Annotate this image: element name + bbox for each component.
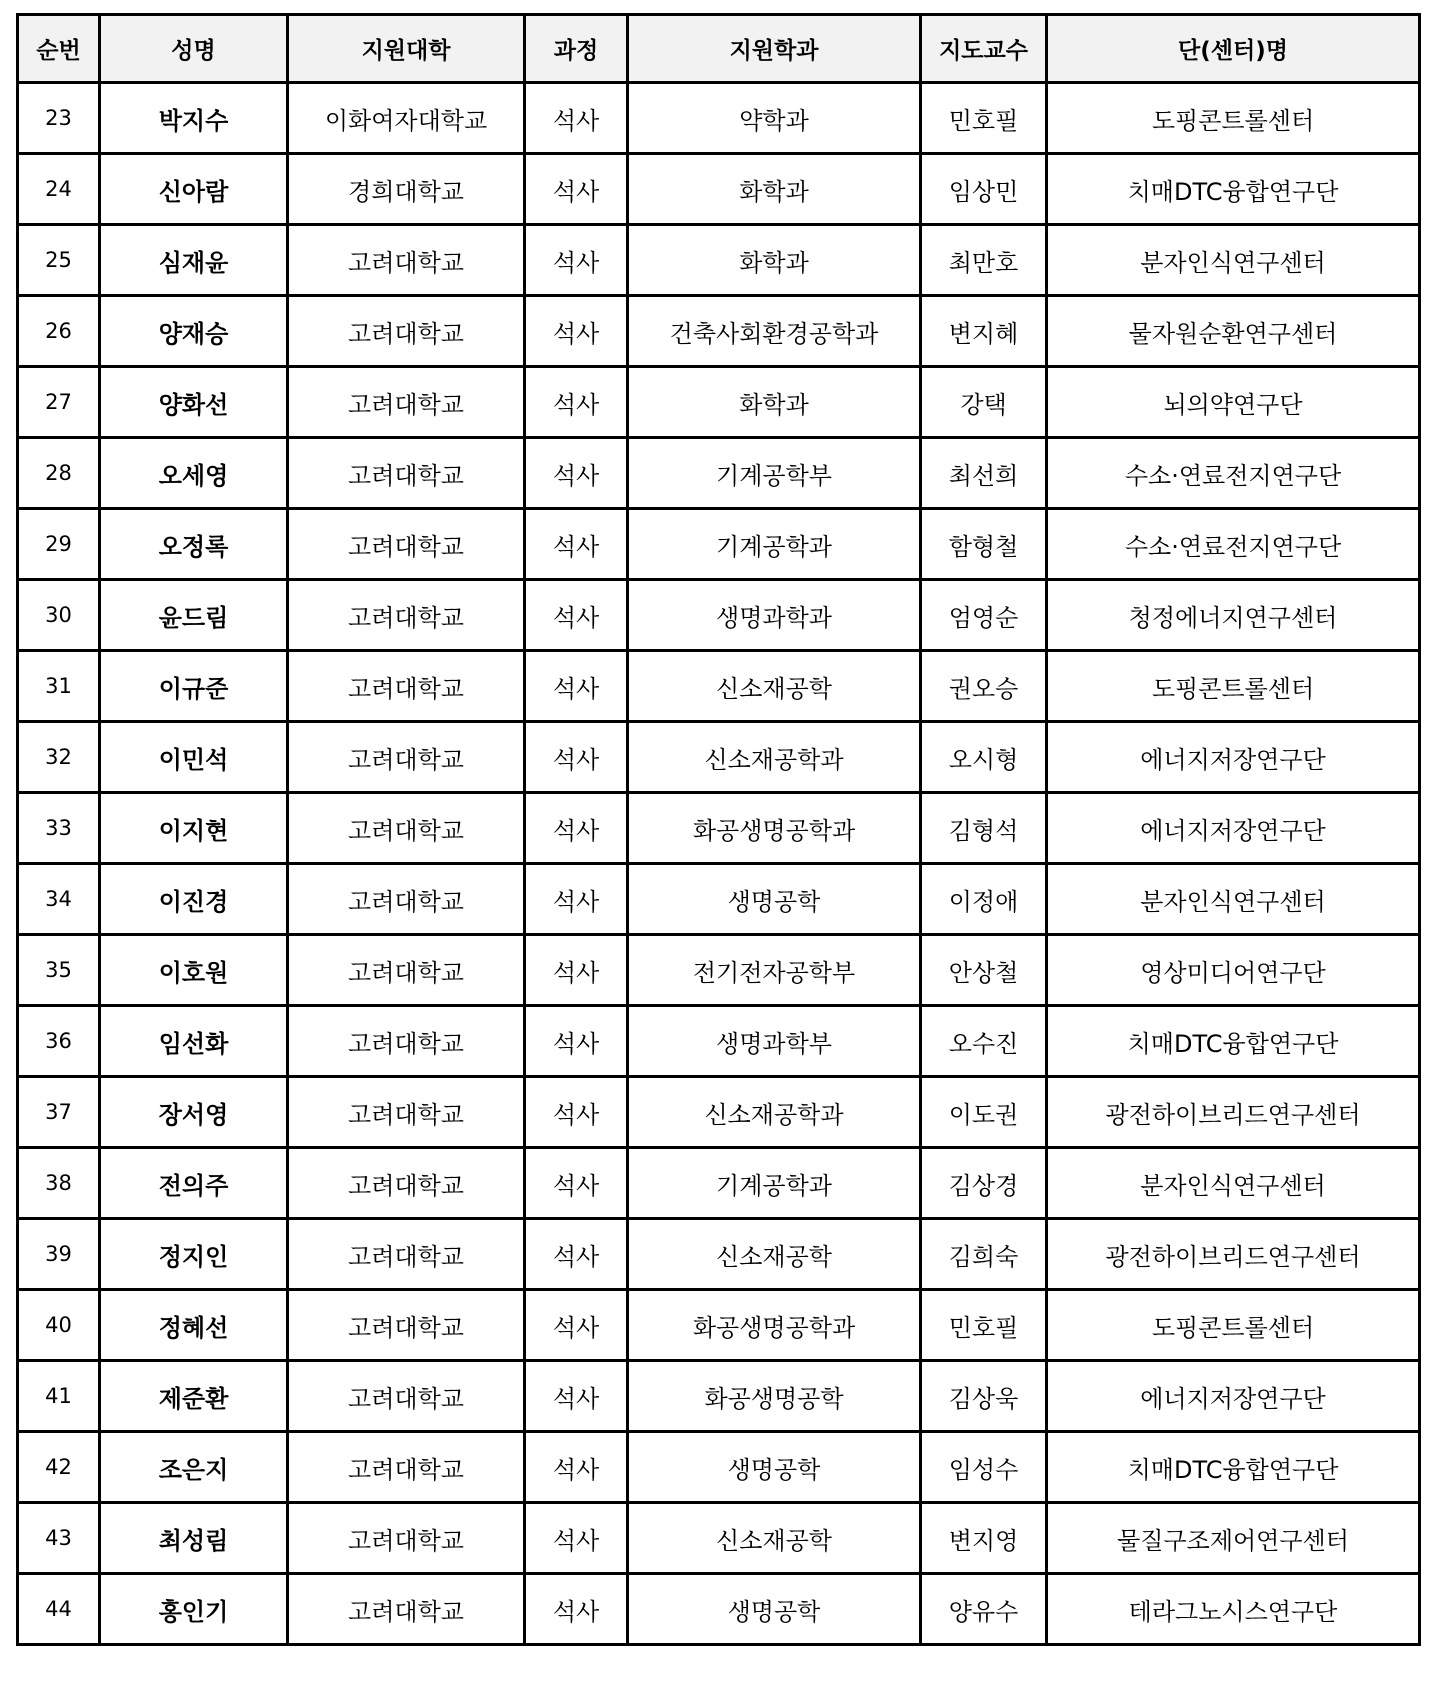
table-row: [18, 154, 1420, 225]
cell-name: 신아람: [100, 154, 288, 225]
cell-department: 약학과: [628, 83, 921, 154]
cell-name: 정혜선: [100, 1290, 288, 1361]
table-row: [18, 580, 1420, 651]
cell-name: 이민석: [100, 722, 288, 793]
cell-name: 최성림: [100, 1503, 288, 1574]
table-body: [18, 83, 1420, 1645]
cell-name: 임선화: [100, 1006, 288, 1077]
cell-university: 고려대학교: [288, 225, 525, 296]
cell-department: 화공생명공학과: [628, 793, 921, 864]
cell-center: 광전하이브리드연구센터: [1047, 1219, 1420, 1290]
cell-advisor: 권오승: [921, 651, 1047, 722]
cell-department: 신소재공학과: [628, 722, 921, 793]
cell-center: 청정에너지연구센터: [1047, 580, 1420, 651]
cell-no: 26: [18, 296, 100, 367]
header-cell-department: 지원학과: [628, 15, 921, 83]
cell-no: 40: [18, 1290, 100, 1361]
cell-course: 석사: [525, 1503, 628, 1574]
cell-no: 44: [18, 1574, 100, 1645]
cell-university: 고려대학교: [288, 935, 525, 1006]
cell-advisor: 오시형: [921, 722, 1047, 793]
cell-center: 뇌의약연구단: [1047, 367, 1420, 438]
cell-course: 석사: [525, 1148, 628, 1219]
cell-university: 고려대학교: [288, 367, 525, 438]
cell-no: 43: [18, 1503, 100, 1574]
cell-name: 양화선: [100, 367, 288, 438]
cell-name: 이지현: [100, 793, 288, 864]
cell-name: 오정록: [100, 509, 288, 580]
cell-course: 석사: [525, 935, 628, 1006]
cell-name: 심재윤: [100, 225, 288, 296]
cell-advisor: 변지영: [921, 1503, 1047, 1574]
cell-no: 23: [18, 83, 100, 154]
cell-course: 석사: [525, 1290, 628, 1361]
cell-department: 신소재공학: [628, 1219, 921, 1290]
cell-no: 32: [18, 722, 100, 793]
cell-name: 전의주: [100, 1148, 288, 1219]
table-row: [18, 1361, 1420, 1432]
cell-course: 석사: [525, 722, 628, 793]
cell-name: 이진경: [100, 864, 288, 935]
cell-no: 35: [18, 935, 100, 1006]
cell-course: 석사: [525, 83, 628, 154]
cell-university: 고려대학교: [288, 296, 525, 367]
cell-department: 건축사회환경공학과: [628, 296, 921, 367]
cell-center: 치매DTC융합연구단: [1047, 154, 1420, 225]
cell-department: 기계공학부: [628, 438, 921, 509]
cell-university: 고려대학교: [288, 1503, 525, 1574]
cell-university: 고려대학교: [288, 1574, 525, 1645]
cell-course: 석사: [525, 296, 628, 367]
cell-center: 물질구조제어연구센터: [1047, 1503, 1420, 1574]
cell-university: 고려대학교: [288, 1006, 525, 1077]
cell-advisor: 변지혜: [921, 296, 1047, 367]
cell-name: 조은지: [100, 1432, 288, 1503]
cell-center: 물자원순환연구센터: [1047, 296, 1420, 367]
cell-department: 신소재공학과: [628, 1077, 921, 1148]
cell-name: 윤드림: [100, 580, 288, 651]
cell-center: 치매DTC융합연구단: [1047, 1432, 1420, 1503]
cell-course: 석사: [525, 864, 628, 935]
cell-advisor: 엄영순: [921, 580, 1047, 651]
cell-course: 석사: [525, 793, 628, 864]
cell-no: 36: [18, 1006, 100, 1077]
cell-advisor: 민호필: [921, 1290, 1047, 1361]
cell-department: 생명공학: [628, 1432, 921, 1503]
header-row: [18, 15, 1420, 83]
cell-no: 30: [18, 580, 100, 651]
cell-no: 24: [18, 154, 100, 225]
cell-department: 신소재공학: [628, 651, 921, 722]
cell-department: 화학과: [628, 225, 921, 296]
cell-department: 화공생명공학: [628, 1361, 921, 1432]
cell-department: 화학과: [628, 367, 921, 438]
cell-center: 광전하이브리드연구센터: [1047, 1077, 1420, 1148]
cell-advisor: 최선희: [921, 438, 1047, 509]
table-row: [18, 1503, 1420, 1574]
cell-advisor: 임성수: [921, 1432, 1047, 1503]
cell-university: 경희대학교: [288, 154, 525, 225]
cell-department: 화공생명공학과: [628, 1290, 921, 1361]
cell-center: 분자인식연구센터: [1047, 225, 1420, 296]
cell-university: 고려대학교: [288, 1077, 525, 1148]
table-row: [18, 1290, 1420, 1361]
header-cell-center: 단(센터)명: [1047, 15, 1420, 83]
cell-university: 고려대학교: [288, 1219, 525, 1290]
roster-sheet: [16, 13, 1421, 1646]
cell-no: 29: [18, 509, 100, 580]
cell-university: 고려대학교: [288, 651, 525, 722]
cell-department: 기계공학과: [628, 1148, 921, 1219]
cell-university: 고려대학교: [288, 864, 525, 935]
table-row: [18, 1432, 1420, 1503]
cell-advisor: 함형철: [921, 509, 1047, 580]
cell-course: 석사: [525, 154, 628, 225]
table-row: [18, 1077, 1420, 1148]
table-row: [18, 1006, 1420, 1077]
cell-center: 분자인식연구센터: [1047, 864, 1420, 935]
table-row: [18, 651, 1420, 722]
cell-center: 에너지저장연구단: [1047, 1361, 1420, 1432]
cell-no: 34: [18, 864, 100, 935]
cell-center: 수소·연료전지연구단: [1047, 438, 1420, 509]
cell-course: 석사: [525, 1006, 628, 1077]
cell-name: 정지인: [100, 1219, 288, 1290]
cell-no: 25: [18, 225, 100, 296]
cell-name: 양재승: [100, 296, 288, 367]
cell-name: 이규준: [100, 651, 288, 722]
table-row: [18, 509, 1420, 580]
cell-course: 석사: [525, 1432, 628, 1503]
cell-center: 도핑콘트롤센터: [1047, 83, 1420, 154]
cell-university: 고려대학교: [288, 1432, 525, 1503]
table-row: [18, 864, 1420, 935]
cell-center: 도핑콘트롤센터: [1047, 1290, 1420, 1361]
table-row: [18, 1148, 1420, 1219]
table-row: [18, 367, 1420, 438]
header-cell-no: 순번: [18, 15, 100, 83]
cell-department: 생명공학: [628, 1574, 921, 1645]
cell-course: 석사: [525, 580, 628, 651]
cell-university: 고려대학교: [288, 722, 525, 793]
header-cell-name: 성명: [100, 15, 288, 83]
cell-course: 석사: [525, 509, 628, 580]
table-row: [18, 296, 1420, 367]
cell-advisor: 김형석: [921, 793, 1047, 864]
table-row: [18, 935, 1420, 1006]
cell-university: 고려대학교: [288, 1290, 525, 1361]
cell-name: 오세영: [100, 438, 288, 509]
cell-department: 전기전자공학부: [628, 935, 921, 1006]
cell-university: 고려대학교: [288, 1361, 525, 1432]
cell-course: 석사: [525, 1219, 628, 1290]
cell-department: 신소재공학: [628, 1503, 921, 1574]
cell-name: 장서영: [100, 1077, 288, 1148]
cell-advisor: 오수진: [921, 1006, 1047, 1077]
cell-course: 석사: [525, 1361, 628, 1432]
cell-advisor: 최만호: [921, 225, 1047, 296]
table-row: [18, 793, 1420, 864]
cell-university: 고려대학교: [288, 580, 525, 651]
cell-department: 생명과학과: [628, 580, 921, 651]
cell-course: 석사: [525, 367, 628, 438]
cell-department: 생명공학: [628, 864, 921, 935]
cell-course: 석사: [525, 651, 628, 722]
cell-course: 석사: [525, 1574, 628, 1645]
cell-no: 27: [18, 367, 100, 438]
cell-advisor: 민호필: [921, 83, 1047, 154]
cell-university: 고려대학교: [288, 793, 525, 864]
cell-no: 41: [18, 1361, 100, 1432]
cell-advisor: 김희숙: [921, 1219, 1047, 1290]
cell-no: 39: [18, 1219, 100, 1290]
cell-center: 수소·연료전지연구단: [1047, 509, 1420, 580]
cell-center: 영상미디어연구단: [1047, 935, 1420, 1006]
table-row: [18, 83, 1420, 154]
cell-no: 28: [18, 438, 100, 509]
cell-advisor: 안상철: [921, 935, 1047, 1006]
table-row: [18, 1219, 1420, 1290]
cell-advisor: 강택: [921, 367, 1047, 438]
cell-advisor: 양유수: [921, 1574, 1047, 1645]
cell-department: 기계공학과: [628, 509, 921, 580]
table-row: [18, 438, 1420, 509]
cell-center: 테라그노시스연구단: [1047, 1574, 1420, 1645]
cell-course: 석사: [525, 438, 628, 509]
cell-no: 42: [18, 1432, 100, 1503]
cell-advisor: 이도권: [921, 1077, 1047, 1148]
header-cell-advisor: 지도교수: [921, 15, 1047, 83]
table-row: [18, 225, 1420, 296]
cell-university: 고려대학교: [288, 1148, 525, 1219]
cell-advisor: 이정애: [921, 864, 1047, 935]
header-cell-university: 지원대학: [288, 15, 525, 83]
cell-no: 33: [18, 793, 100, 864]
cell-no: 31: [18, 651, 100, 722]
cell-center: 분자인식연구센터: [1047, 1148, 1420, 1219]
cell-center: 에너지저장연구단: [1047, 722, 1420, 793]
table-header: [18, 15, 1420, 83]
cell-no: 38: [18, 1148, 100, 1219]
cell-course: 석사: [525, 225, 628, 296]
cell-advisor: 김상경: [921, 1148, 1047, 1219]
cell-name: 홍인기: [100, 1574, 288, 1645]
cell-center: 에너지저장연구단: [1047, 793, 1420, 864]
cell-center: 도핑콘트롤센터: [1047, 651, 1420, 722]
cell-advisor: 김상욱: [921, 1361, 1047, 1432]
cell-name: 제준환: [100, 1361, 288, 1432]
table-row: [18, 722, 1420, 793]
table-row: [18, 1574, 1420, 1645]
cell-university: 이화여자대학교: [288, 83, 525, 154]
cell-university: 고려대학교: [288, 509, 525, 580]
header-cell-course: 과정: [525, 15, 628, 83]
cell-course: 석사: [525, 1077, 628, 1148]
roster-table: [16, 13, 1421, 1646]
cell-name: 박지수: [100, 83, 288, 154]
cell-department: 생명과학부: [628, 1006, 921, 1077]
cell-center: 치매DTC융합연구단: [1047, 1006, 1420, 1077]
cell-university: 고려대학교: [288, 438, 525, 509]
cell-department: 화학과: [628, 154, 921, 225]
cell-advisor: 임상민: [921, 154, 1047, 225]
cell-no: 37: [18, 1077, 100, 1148]
cell-name: 이호원: [100, 935, 288, 1006]
